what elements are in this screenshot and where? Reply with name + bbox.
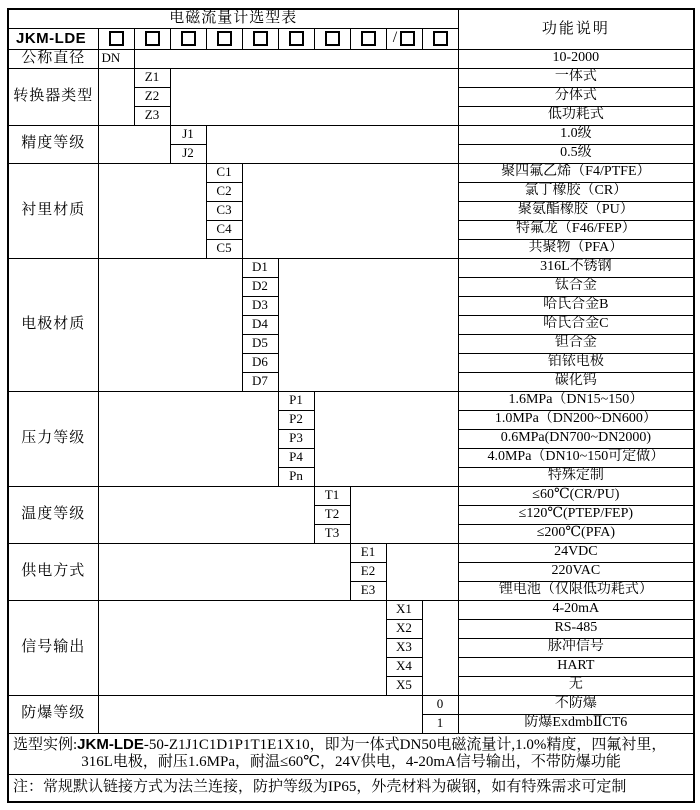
section-label-signal: 信号输出: [8, 600, 98, 695]
code-cell: E1: [350, 543, 386, 562]
section-label-diameter: 公称直径: [8, 49, 98, 68]
code-cell: D6: [242, 353, 278, 372]
desc-cell: 特氟龙（F46/FEP）: [458, 220, 694, 239]
code-cell: E3: [350, 581, 386, 600]
code-cell: E2: [350, 562, 386, 581]
desc-cell: 0.5级: [458, 144, 694, 163]
empty-region: [206, 125, 458, 163]
empty-region: [98, 600, 386, 695]
code-box-cell-1: [98, 28, 134, 49]
desc-cell: 聚氨酯橡胶（PU）: [458, 201, 694, 220]
code-box-cell-4: [206, 28, 242, 49]
code-cell: P2: [278, 410, 314, 429]
desc-cell: 钛合金: [458, 277, 694, 296]
function-column-header: 功能说明: [458, 9, 694, 49]
empty-region: [314, 391, 458, 486]
desc-cell: 锂电池（仅限低功耗式）: [458, 581, 694, 600]
empty-region: [170, 68, 458, 125]
empty-region: [98, 125, 170, 163]
code-cell: D3: [242, 296, 278, 315]
desc-cell: 分体式: [458, 87, 694, 106]
desc-cell: ≤200℃(PFA): [458, 524, 694, 543]
section-label-accuracy: 精度等级: [8, 125, 98, 163]
desc-cell: 防爆ExdmbⅡCT6: [458, 714, 694, 733]
code-cell: X2: [386, 619, 422, 638]
table-title: 电磁流量计选型表: [8, 9, 458, 28]
desc-cell: 铂铱电极: [458, 353, 694, 372]
code-cell: C4: [206, 220, 242, 239]
code-cell: D2: [242, 277, 278, 296]
code-cell: J1: [170, 125, 206, 144]
desc-cell: 氯丁橡胶（CR）: [458, 182, 694, 201]
desc-cell: 4.0MPa（DN10~150可定做）: [458, 448, 694, 467]
checkbox-icon: [361, 31, 376, 46]
footer-note: 注：常规默认链接方式为法兰连接，防护等级为IP65，外壳材料为碳钢，如有特殊需求可定制: [8, 774, 694, 802]
empty-region: [98, 543, 350, 600]
example-model-code: JKM-LDE: [77, 735, 144, 753]
checkbox-icon: [181, 31, 196, 46]
desc-cell: 1.6MPa（DN15~150）: [458, 391, 694, 410]
empty-region: [242, 163, 458, 258]
desc-cell: 10-2000: [458, 49, 694, 68]
desc-cell: 一体式: [458, 68, 694, 87]
code-cell: C5: [206, 239, 242, 258]
empty-region: [386, 543, 458, 600]
desc-cell: 1.0MPa（DN200~DN600）: [458, 410, 694, 429]
checkbox-icon: [325, 31, 340, 46]
code-cell: DN: [98, 49, 134, 68]
desc-cell: 24VDC: [458, 543, 694, 562]
example-prefix: 选型实例:: [13, 736, 78, 753]
section-label-power: 供电方式: [8, 543, 98, 600]
desc-cell: 哈氏合金C: [458, 315, 694, 334]
desc-cell: 特殊定制: [458, 467, 694, 486]
desc-cell: 不防爆: [458, 695, 694, 714]
section-label-temperature: 温度等级: [8, 486, 98, 543]
desc-cell: 4-20mA: [458, 600, 694, 619]
selection-table-container: [7, 8, 695, 803]
checkbox-icon: [433, 31, 448, 46]
code-cell: P1: [278, 391, 314, 410]
code-cell: J2: [170, 144, 206, 163]
desc-cell: HART: [458, 657, 694, 676]
code-cell: X4: [386, 657, 422, 676]
checkbox-icon: [109, 31, 124, 46]
desc-cell: 聚四氟乙烯（F4/PTFE）: [458, 163, 694, 182]
code-box-cell-5: [242, 28, 278, 49]
empty-region: [422, 600, 458, 695]
empty-region: [134, 49, 458, 68]
section-label-explosion-proof: 防爆等级: [8, 695, 98, 733]
desc-cell: 脉冲信号: [458, 638, 694, 657]
code-cell: 0: [422, 695, 458, 714]
desc-cell: 220VAC: [458, 562, 694, 581]
code-cell: P3: [278, 429, 314, 448]
code-box-cell-2: [134, 28, 170, 49]
empty-region: [98, 258, 242, 391]
desc-cell: 1.0级: [458, 125, 694, 144]
empty-region: [98, 486, 314, 543]
code-box-cell-7: [314, 28, 350, 49]
desc-cell: 低功耗式: [458, 106, 694, 125]
code-cell: T3: [314, 524, 350, 543]
code-cell: D1: [242, 258, 278, 277]
checkbox-icon: [145, 31, 160, 46]
empty-region: [98, 695, 422, 733]
desc-cell: 316L不锈钢: [458, 258, 694, 277]
code-cell: Pn: [278, 467, 314, 486]
section-label-electrode: 电极材质: [8, 258, 98, 391]
code-box-cell-3: [170, 28, 206, 49]
code-cell: C3: [206, 201, 242, 220]
desc-cell: 无: [458, 676, 694, 695]
checkbox-icon: [253, 31, 268, 46]
code-cell: D5: [242, 334, 278, 353]
section-label-liner: 衬里材质: [8, 163, 98, 258]
code-cell: X3: [386, 638, 422, 657]
code-box-cell-10: [422, 28, 458, 49]
checkbox-icon: [289, 31, 304, 46]
example-rest: -50-Z1J1C1D1P1T1E1X10，即为一体式DN50电磁流量计,1.0%精度，四氟衬里，: [143, 736, 667, 753]
desc-cell: 哈氏合金B: [458, 296, 694, 315]
desc-cell: ≤120℃(PTEP/FEP): [458, 505, 694, 524]
empty-region: [278, 258, 458, 391]
example-line2: 316L电极，耐压1.6MPa，耐温≤60℃，24V供电，4-20mA信号输出，不带防爆功能: [81, 754, 621, 770]
slash-separator: /: [392, 29, 398, 47]
flowmeter-selection-table: [7, 8, 695, 803]
desc-cell: 碳化钨: [458, 372, 694, 391]
code-cell: Z2: [134, 87, 170, 106]
empty-region: [98, 163, 206, 258]
code-cell: X1: [386, 600, 422, 619]
selection-example-note: [8, 733, 694, 774]
model-prefix: JKM-LDE: [8, 28, 98, 49]
section-label-pressure: 压力等级: [8, 391, 98, 486]
code-cell: T2: [314, 505, 350, 524]
checkbox-icon: [217, 31, 232, 46]
code-cell: C2: [206, 182, 242, 201]
empty-region: [350, 486, 458, 543]
code-cell: D4: [242, 315, 278, 334]
desc-cell: 0.6MPa(DN700~DN2000): [458, 429, 694, 448]
code-cell: D7: [242, 372, 278, 391]
code-box-cell-9: [386, 28, 422, 49]
section-label-converter: 转换器类型: [8, 68, 98, 125]
example-line1: [9, 736, 693, 754]
code-box-cell-6: [278, 28, 314, 49]
empty-region: [98, 391, 278, 486]
desc-cell: 钽合金: [458, 334, 694, 353]
desc-cell: RS-485: [458, 619, 694, 638]
code-cell: C1: [206, 163, 242, 182]
code-cell: 1: [422, 714, 458, 733]
checkbox-icon: [400, 31, 415, 46]
code-cell: T1: [314, 486, 350, 505]
code-cell: X5: [386, 676, 422, 695]
desc-cell: 共聚物（PFA）: [458, 239, 694, 258]
code-cell: Z3: [134, 106, 170, 125]
code-cell: Z1: [134, 68, 170, 87]
desc-cell: ≤60℃(CR/PU): [458, 486, 694, 505]
code-box-cell-8: [350, 28, 386, 49]
code-cell: P4: [278, 448, 314, 467]
empty-region: [98, 68, 134, 125]
